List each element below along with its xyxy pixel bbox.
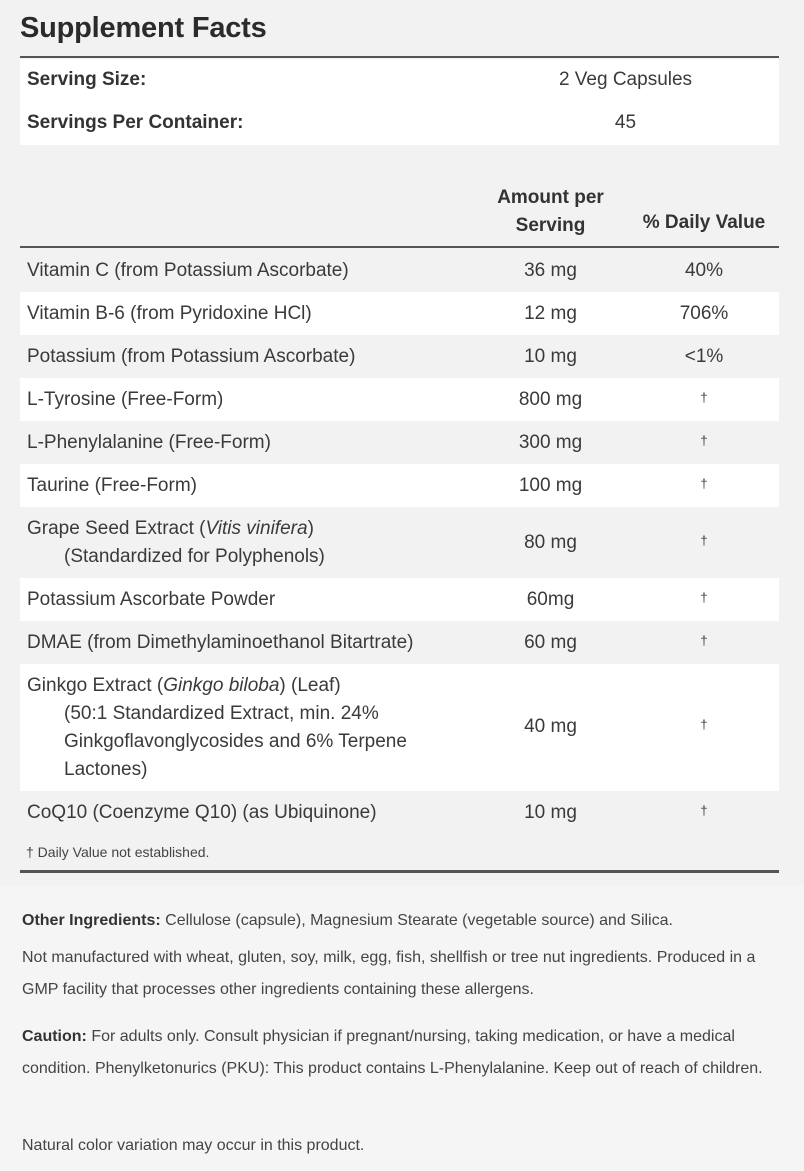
nutrient-amount: 80 mg [524, 532, 577, 553]
servings-per-container-row [20, 102, 779, 145]
nutrient-amount: 10 mg [524, 802, 577, 823]
serving-size-label: Serving Size: [27, 69, 147, 90]
nutrient-name-prefix: Ginkgo Extract ( [27, 675, 164, 696]
product-notes [0, 886, 804, 1171]
nutrient-name: DMAE (from Dimethylaminoethanol Bitartrate) [27, 632, 414, 653]
nutrient-latin-name: Ginkgo biloba [163, 675, 280, 696]
nutrient-daily-value: † [700, 590, 708, 605]
nutrient-name-suffix: ) (Leaf) [279, 675, 341, 696]
nutrient-amount: 300 mg [518, 432, 583, 453]
nutrient-daily-value: 40% [684, 260, 724, 281]
serving-size-value: 2 Veg Capsules [558, 69, 693, 90]
nutrient-amount: 60mg [526, 589, 575, 610]
nutrient-name: Vitamin C (from Potassium Ascorbate) [27, 260, 349, 281]
nutrient-amount: 40 mg [524, 716, 577, 737]
nutrient-amount: 60 mg [524, 632, 577, 653]
other-ingredients-label: Other Ingredients: [22, 912, 161, 929]
nutrient-amount: 100 mg [518, 475, 583, 496]
nutrient-daily-value: † [700, 390, 708, 405]
panel-title: Supplement Facts [20, 12, 267, 44]
nutrient-row [20, 507, 779, 578]
title-divider [20, 56, 779, 58]
nutrient-row [20, 621, 779, 664]
caution-label: Caution: [22, 1028, 87, 1045]
nutrient-name: Taurine (Free-Form) [27, 475, 197, 496]
other-ingredients [22, 905, 787, 937]
nutrient-daily-value: <1% [684, 346, 724, 367]
nutrient-name: Potassium Ascorbate Powder [27, 589, 276, 610]
nutrient-row [20, 578, 779, 621]
caution-text: For adults only. Consult physician if pregnant/nursing, taking medication, or have a medical condition. Phenylketonurics (PKU): This product contains L-Phenylalanine. Keep out of reach of children. [22, 1028, 763, 1077]
amount-header [490, 184, 611, 240]
nutrient-row [20, 791, 779, 834]
color-variation-note: Natural color variation may occur in this product. [22, 1137, 365, 1154]
amount-header-line2: Serving [515, 215, 586, 236]
allergen-note: Not manufactured with wheat, gluten, soy, milk, egg, fish, shellfish or tree nut ingredients. Produced in a GMP facility that processes other ingredients containing these allergens. [22, 949, 756, 998]
nutrient-row [20, 335, 779, 378]
serving-size-row [20, 59, 779, 102]
nutrient-row [20, 464, 779, 507]
nutrient-latin-name: Vitis vinifera [205, 518, 308, 539]
nutrient-name-prefix: Grape Seed Extract ( [27, 518, 206, 539]
nutrient-amount: 10 mg [524, 346, 577, 367]
amount-header-line1: Amount per [497, 187, 604, 208]
nutrient-amount: 36 mg [524, 260, 577, 281]
column-headers [20, 182, 779, 244]
nutrient-daily-value: † [700, 633, 708, 648]
nutrient-daily-value: † [700, 803, 708, 818]
nutrient-amount: 12 mg [524, 303, 577, 324]
servings-per-container-label: Servings Per Container: [27, 112, 244, 133]
daily-value-header: % Daily Value [642, 212, 766, 233]
caution-note [22, 1021, 787, 1085]
other-ingredients-text: Cellulose (capsule), Magnesium Stearate (vegetable source) and Silica. [160, 912, 673, 929]
servings-per-container-value: 45 [614, 112, 637, 133]
nutrient-name: Potassium (from Potassium Ascorbate) [27, 346, 356, 367]
nutrient-name: L-Tyrosine (Free-Form) [27, 389, 224, 410]
nutrient-name-suffix: ) [307, 518, 314, 539]
nutrient-row [20, 249, 779, 292]
bottom-divider [20, 870, 779, 873]
nutrient-daily-value: † [700, 533, 708, 548]
nutrient-row [20, 664, 779, 791]
nutrient-name: Vitamin B-6 (from Pyridoxine HCl) [27, 303, 312, 324]
nutrient-name: CoQ10 (Coenzyme Q10) (as Ubiquinone) [27, 802, 377, 823]
nutrient-row [20, 292, 779, 335]
nutrient-detail: (50:1 Standardized Extract, min. 24% Ginkgoflavonglycosides and 6% Terpene Lactones) [64, 703, 407, 780]
nutrient-name [27, 515, 467, 571]
nutrient-name [27, 672, 447, 784]
header-divider [20, 246, 779, 248]
nutrient-row [20, 378, 779, 421]
nutrient-row [20, 421, 779, 464]
nutrient-name: L-Phenylalanine (Free-Form) [27, 432, 271, 453]
nutrient-amount: 800 mg [518, 389, 583, 410]
daily-value-footnote: † Daily Value not established. [26, 844, 210, 860]
nutrient-daily-value: † [700, 476, 708, 491]
nutrient-daily-value: 706% [679, 303, 729, 324]
nutrient-daily-value: † [700, 433, 708, 448]
nutrient-daily-value: † [700, 717, 708, 732]
nutrient-detail: (Standardized for Polyphenols) [64, 546, 325, 567]
